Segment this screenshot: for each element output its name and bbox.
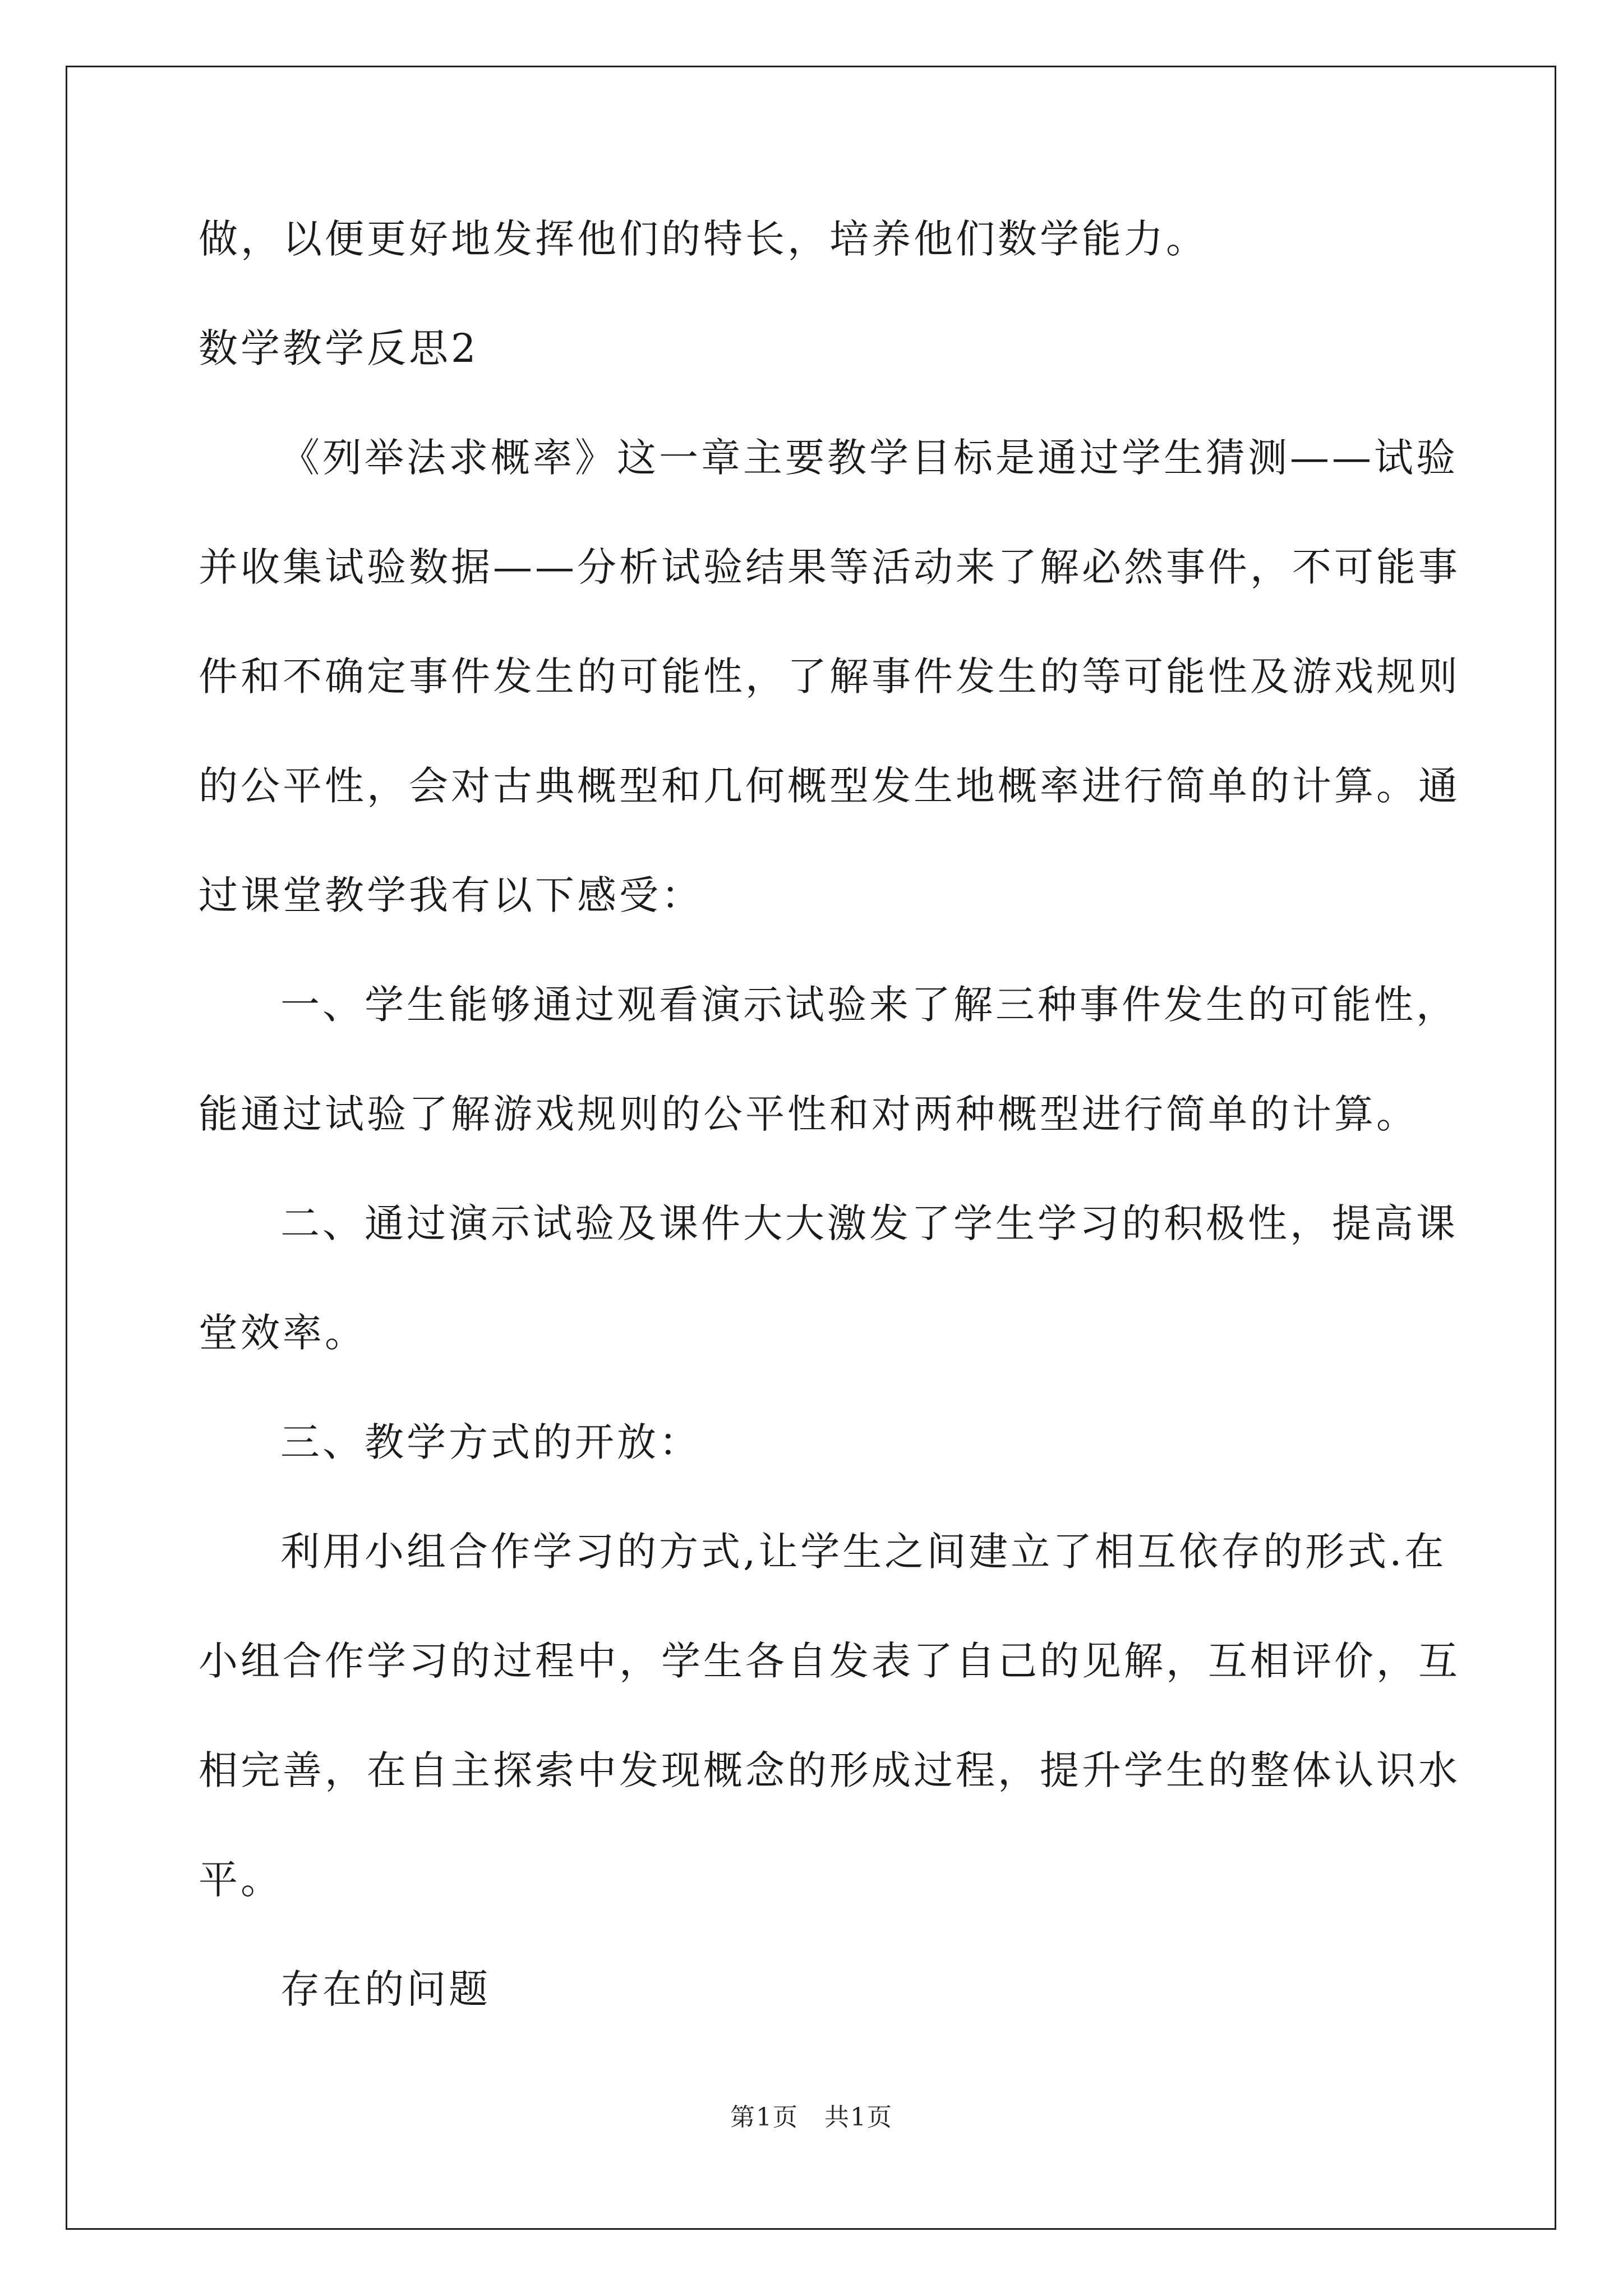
paragraph-line: 堂效率。	[199, 1310, 367, 1356]
paragraph-line: 存在的问题	[280, 1966, 491, 2012]
paragraph-line: 平。	[199, 1857, 283, 1903]
paragraph-line: 件和不确定事件发生的可能性，了解事件发生的等可能性及游戏规则	[199, 654, 1460, 700]
paragraph-line: 利用小组合作学习的方式,让学生之间建立了相互依存的形式.在	[280, 1529, 1447, 1575]
paragraph-line: 《列举法求概率》这一章主要教学目标是通过学生猜测——试验	[280, 435, 1458, 481]
paragraph-line: 二、通过演示试验及课件大大激发了学生学习的积极性，提高课	[280, 1200, 1458, 1246]
paragraph-line: 过课堂教学我有以下感受：	[199, 872, 703, 918]
paragraph-line: 做，以便更好地发挥他们的特长，培养他们数学能力。	[199, 216, 1208, 262]
paragraph-line: 相完善，在自主探索中发现概念的形成过程，提升学生的整体认识水	[199, 1747, 1460, 1793]
page-border	[66, 66, 1556, 2230]
paragraph-line: 能通过试验了解游戏规则的公平性和对两种概型进行简单的计算。	[199, 1091, 1418, 1137]
paragraph-line: 三、教学方式的开放：	[280, 1419, 701, 1465]
page-number: 第1页 共1页	[730, 2103, 893, 2132]
paragraph-line: 小组合作学习的过程中，学生各自发表了自己的见解，互相评价，互	[199, 1638, 1460, 1684]
paragraph-line: 并收集试验数据——分析试验结果等活动来了解必然事件，不可能事	[199, 544, 1460, 590]
paragraph-line: 的公平性，会对古典概型和几何概型发生地概率进行简单的计算。通	[199, 763, 1460, 809]
paragraph-line: 一、学生能够通过观看演示试验来了解三种事件发生的可能性，	[280, 982, 1458, 1028]
section-heading: 数学教学反思2	[199, 325, 479, 371]
